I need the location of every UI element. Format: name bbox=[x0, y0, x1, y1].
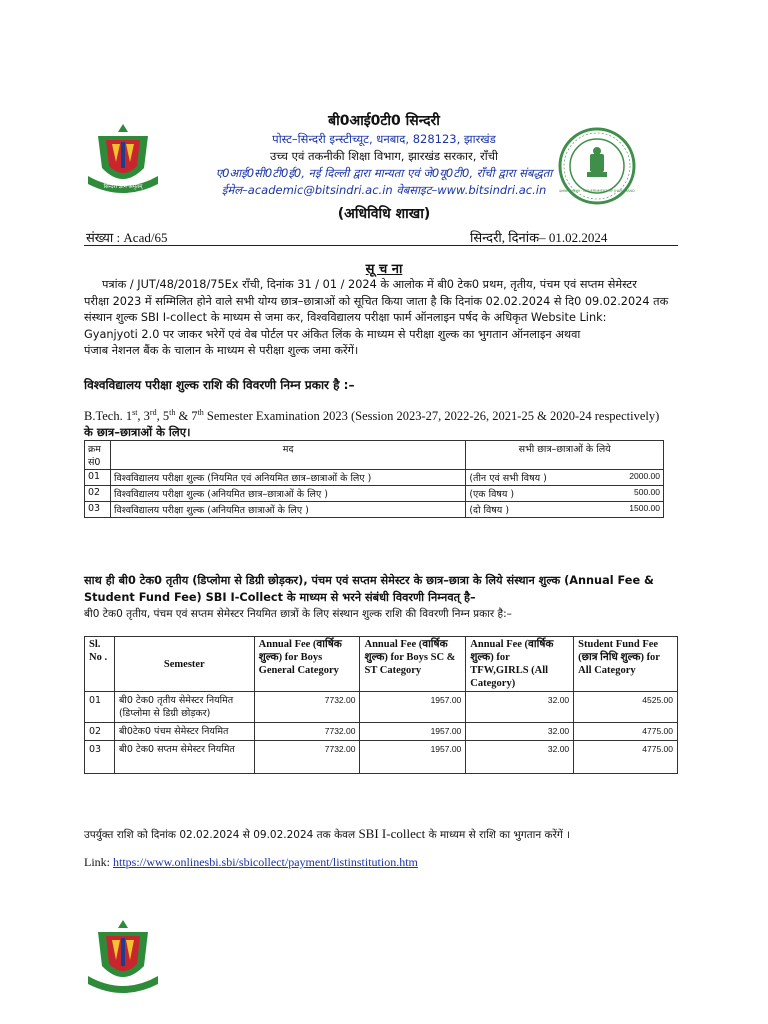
sbi-collect-link[interactable]: https://www.onlinesbi.sbi/sbicollect/payment/listinstitution.htm bbox=[113, 855, 418, 869]
paragraph-line: परीक्षा 2023 में सम्मिलित होने वाले सभी योग्य छात्र–छात्राओं को सूचित किया जाता है कि दिनांक 02.02.2024 से दि0 09.02.2024 तक bbox=[84, 294, 669, 308]
table-row: 02 विश्वविद्यालय परीक्षा शुल्क (अनियमित छात्र–छात्राओं के लिए ) (एक विषय ) 500.00 bbox=[85, 486, 664, 502]
header-divider bbox=[84, 245, 678, 246]
notice-paragraph bbox=[84, 277, 678, 360]
section-name: (अधिविधि शाखा) bbox=[337, 206, 431, 222]
table-row: 03 बी0 टेक0 सप्तम सेमेस्टर नियमित 7732.00 1957.00 32.00 4775.00 bbox=[85, 741, 678, 774]
table-row: 03 विश्वविद्यालय परीक्षा शुल्क (अनियमित छात्राओं के लिए ) (दो विषय ) 1500.00 bbox=[85, 502, 664, 518]
notice-date: सिन्दरी, दिनांक– 01.02.2024 bbox=[470, 230, 608, 245]
seal-text: झारखण्ड सरकार · GOVERNMENT OF JHARKHAND bbox=[559, 189, 635, 193]
paragraph-line: संस्थान शुल्क SBI I-collect के माध्यम से जमा कर, विश्वविद्यालय परीक्षा फार्म ऑनलाइन पर्षद के अधिकृत Website Link: bbox=[84, 311, 607, 325]
logo-motto: सिन्दरी ज्ञानं अमृतम् bbox=[103, 184, 143, 190]
column-header: Student Fund Fee (छात्र निधि शुल्क) for All Category bbox=[574, 637, 678, 692]
column-header: Sl. No . bbox=[85, 637, 115, 692]
affiliation-line: ए0आई0सी0टी0ई0, नई दिल्ली द्वारा मान्यता एवं जे0यू0टी0, राँची द्वारा संबद्धता bbox=[215, 166, 553, 180]
institute-logo-footer bbox=[84, 918, 162, 1004]
column-header: Annual Fee (वार्षिक शुल्क) for TFW,GIRLS (All Category) bbox=[466, 637, 574, 692]
column-header: क्रम सं0 bbox=[85, 441, 111, 470]
payment-link-line bbox=[84, 855, 418, 870]
column-header: Annual Fee (वार्षिक शुल्क) for Boys General Category bbox=[254, 637, 360, 692]
table-row: 01 बी0 टेक0 तृतीय सेमेस्टर नियमित (डिप्लोमा से डिग्री छोड़कर) 7732.00 1957.00 32.00 4525.00 bbox=[85, 692, 678, 723]
university-fee-table bbox=[84, 440, 664, 518]
paragraph-line: Gyanjyoti 2.0 पर जाकर भरेगें एवं वेब पोर्टल पर अंकित लिंक के माध्यम से परीक्षा शुल्क का भुगतान ऑनलाइन अथवा bbox=[84, 327, 581, 341]
column-header: Semester bbox=[114, 637, 254, 692]
table-header-row bbox=[85, 637, 678, 692]
paragraph-line: पत्रांक / JUT/48/2018/75Ex राँची, दिनांक 31 / 01 / 2024 के आलोक में बी0 टेक0 प्रथम, तृतीय, पंचम एवं सप्तम सेमेस्टर bbox=[102, 278, 637, 291]
column-header: Annual Fee (वार्षिक शुल्क) for Boys SC & ST Category bbox=[360, 637, 466, 692]
institute-fee-table bbox=[84, 636, 678, 774]
column-header: सभी छात्र–छात्राओं के लिये bbox=[466, 441, 664, 470]
institute-name: बी0आई0टी0 सिन्दरी bbox=[328, 113, 440, 129]
column-header: मद bbox=[110, 441, 465, 470]
notice-title: सू च ना bbox=[365, 262, 403, 277]
table-header-row bbox=[85, 441, 664, 470]
table-row: 02 बी0टेक0 पंचम सेमेस्टर नियमित 7732.00 1957.00 32.00 4775.00 bbox=[85, 723, 678, 741]
institute-fee-paragraph: साथ ही बी0 टेक0 तृतीय (डिप्लोमा से डिग्री छोड़कर), पंचम एवं सप्तम सेमेस्टर के छात्र–छात्रा के लिये संस्थान शुल्क (Annual Fee & Student Fund Fee) SBI I-Collect के माध्यम से भरने संबंधी विवरणी निम्नवत् है– bbox=[84, 574, 654, 604]
institute-address: पोस्ट–सिन्दरी इन्स्टीच्यूट, धनबाद, 828123, झारखंड bbox=[272, 132, 496, 146]
institute-fee-subheading: बी0 टेक0 तृतीय, पंचम एवं सप्तम सेमेस्टर नियमित छात्रों के लिए संस्थान शुल्क राशि की विवरणी निम्न प्रकार है:– bbox=[84, 608, 512, 620]
payment-instruction: उपर्युक्त राशि को दिनांक 02.02.2024 से 09.02.2024 तक केवल SBI I-collect के माध्यम से राशि का भुगतान करेंगें । bbox=[84, 826, 571, 841]
table-row: 01 विश्वविद्यालय परीक्षा शुल्क (नियमित एवं अनियमित छात्र–छात्राओं के लिए ) (तीन एवं सभी विषय ) 2000.00 bbox=[85, 470, 664, 486]
fee-heading: विश्वविद्यालय परीक्षा शुल्क राशि की विवरणी निम्न प्रकार है :– bbox=[84, 378, 355, 392]
btech-semester-line: B.Tech. 1st, 3rd, 5th & 7th Semester Examination 2023 (Session 2023-27, 2022-26, 2021-25 & 2020-24 respectively) के छात्र–छात्राओं के लिए। bbox=[84, 408, 660, 440]
department-line: उच्च एवं तकनीकी शिक्षा विभाग, झारखंड सरकार, राँची bbox=[270, 149, 498, 163]
contact-line: ईमेल–academic@bitsindri.ac.in वेबसाइट–www.bitsindri.ac.in bbox=[221, 183, 547, 197]
paragraph-line: पंजाब नेशनल बैंक के चालान के माध्यम से परीक्षा शुल्क जमा करेंगें। bbox=[84, 344, 359, 358]
link-label: Link: bbox=[84, 855, 113, 869]
reference-number: संख्या : Acad/65 bbox=[86, 230, 168, 245]
